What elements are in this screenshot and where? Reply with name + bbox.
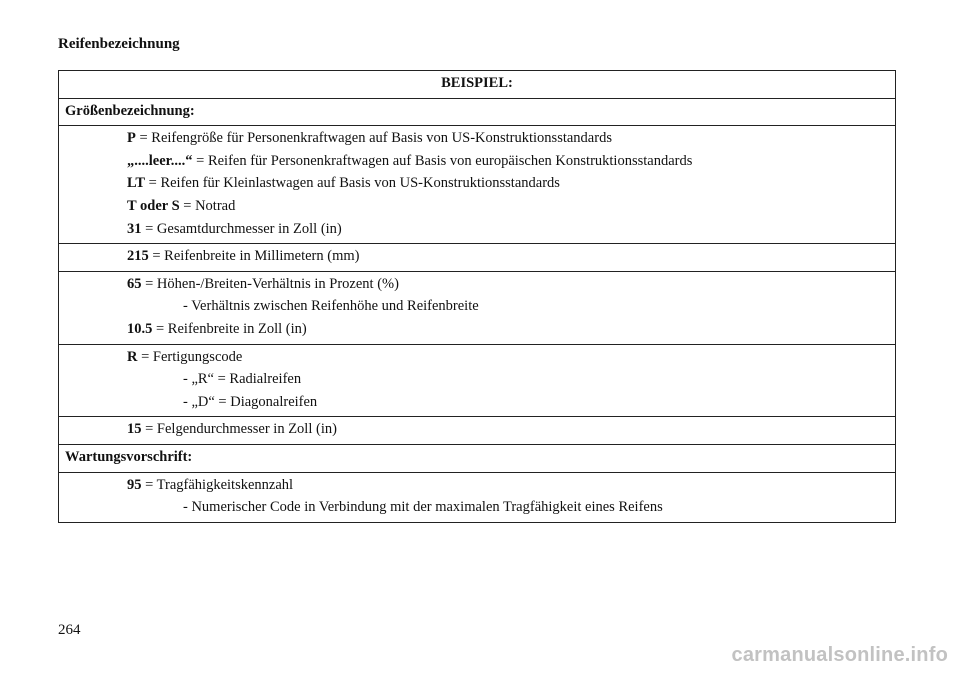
tire-designation-table bbox=[58, 70, 896, 523]
spec-line bbox=[65, 418, 889, 441]
spec-text: = Tragfähigkeitskennzahl bbox=[141, 476, 294, 493]
size-section-label: Größenbezeichnung: bbox=[59, 98, 896, 126]
spec-line bbox=[65, 150, 889, 173]
table-row bbox=[59, 126, 896, 244]
table-cell bbox=[59, 244, 896, 272]
spec-line bbox=[65, 218, 889, 241]
spec-code: 31 bbox=[127, 220, 142, 237]
spec-line bbox=[65, 195, 889, 218]
table-header: BEISPIEL: bbox=[59, 71, 896, 99]
table-cell bbox=[59, 126, 896, 244]
table-cell bbox=[59, 271, 896, 344]
size-section-row bbox=[59, 98, 896, 126]
spec-subline: - Verhältnis zwischen Reifenhöhe und Reifenbreite bbox=[183, 298, 479, 315]
spec-subline: - „R“ = Radialreifen bbox=[183, 371, 302, 388]
spec-text: = Reifen für Personenkraftwagen auf Basis von europäischen Konstruktionsstandards bbox=[192, 152, 693, 169]
watermark: carmanualsonline.info bbox=[731, 644, 948, 666]
spec-text: = Reifenbreite in Zoll (in) bbox=[152, 320, 307, 337]
spec-text: = Reifenbreite in Millimetern (mm) bbox=[148, 248, 360, 265]
spec-code: LT bbox=[127, 175, 146, 192]
spec-code: „....leer....“ bbox=[127, 152, 193, 169]
spec-text: = Reifengröße für Personenkraftwagen auf Basis von US-Konstruktionsstandards bbox=[135, 130, 612, 147]
spec-subline: - Numerischer Code in Verbindung mit der maximalen Tragfähigkeit eines Reifens bbox=[183, 499, 663, 516]
table-cell bbox=[59, 417, 896, 445]
spec-code: P bbox=[127, 130, 136, 147]
spec-code: 215 bbox=[127, 248, 149, 265]
spec-code: 15 bbox=[127, 421, 142, 438]
table-row bbox=[59, 271, 896, 344]
spec-text: = Gesamtdurchmesser in Zoll (in) bbox=[141, 220, 342, 237]
spec-line bbox=[65, 127, 889, 150]
table-cell bbox=[59, 344, 896, 417]
table-row bbox=[59, 244, 896, 272]
spec-line bbox=[65, 346, 889, 369]
spec-code: 10.5 bbox=[127, 320, 153, 337]
page-title: Reifenbezeichnung bbox=[58, 36, 180, 52]
spec-code: 65 bbox=[127, 275, 142, 292]
table-row bbox=[59, 417, 896, 445]
spec-line bbox=[65, 172, 889, 195]
service-section-row bbox=[59, 444, 896, 472]
spec-code: 95 bbox=[127, 476, 142, 493]
table-row bbox=[59, 472, 896, 522]
spec-text: = Reifen für Kleinlastwagen auf Basis von US-Konstruktionsstandards bbox=[145, 175, 560, 192]
spec-line bbox=[65, 318, 889, 341]
spec-text: = Höhen-/Breiten-Verhältnis in Prozent (%) bbox=[141, 275, 399, 292]
spec-text: = Fertigungscode bbox=[137, 348, 243, 365]
table-cell bbox=[59, 472, 896, 522]
spec-code: T oder S bbox=[127, 197, 180, 214]
spec-text: = Notrad bbox=[179, 197, 236, 214]
spec-subline: - „D“ = Diagonalreifen bbox=[183, 393, 318, 410]
spec-code: R bbox=[127, 348, 138, 365]
page-number: 264 bbox=[58, 622, 81, 638]
spec-line bbox=[65, 273, 889, 296]
spec-text: = Felgendurchmesser in Zoll (in) bbox=[141, 421, 337, 438]
spec-line bbox=[65, 245, 889, 268]
spec-line bbox=[65, 474, 889, 497]
service-section-label: Wartungsvorschrift: bbox=[59, 444, 896, 472]
table-header-row bbox=[59, 71, 896, 99]
table-row bbox=[59, 344, 896, 417]
